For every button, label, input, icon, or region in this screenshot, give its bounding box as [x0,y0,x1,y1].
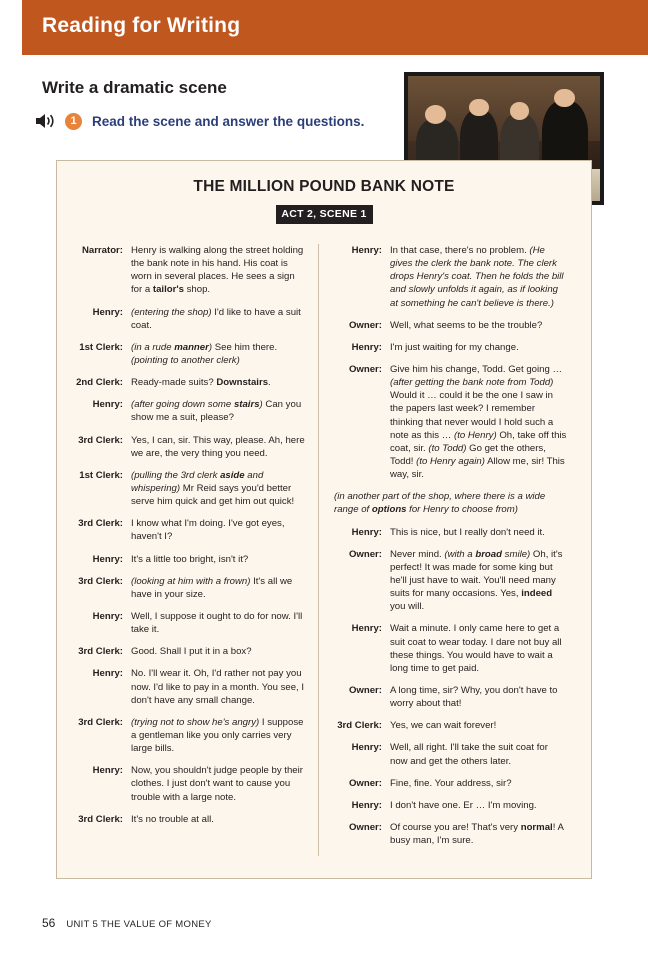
script-text: (trying not to show he's angry) I suppose a gentleman like you only carries very large bills. [131,716,304,755]
script-text: It's no trouble at all. [131,813,214,825]
script-speaker: 3rd Clerk: [78,646,123,658]
script-line [69,398,308,424]
script-line [334,319,567,332]
script-text: A long time, sir? Why, you don't have to worry about that! [390,684,558,710]
photo-head-3 [510,102,529,120]
script-line [69,553,308,566]
script-speaker: 2nd Clerk: [76,377,123,389]
speaker-icon [34,112,56,130]
scene-textbox [56,160,592,879]
script-speaker: Henry: [92,668,123,680]
script-speaker: Owner: [348,548,382,560]
stage-direction: (in another part of the shop, where there is a wide range of options for Henry to choose from) [334,491,546,516]
script-text: Yes, we can wait forever! [390,720,497,732]
script-text: No. I'll wear it. Oh, I'd rather not pay you now. I'd like to pay in a month. You see, I don't have any small change. [131,668,305,706]
script-text: In that case, there's no problem. (He gives the clerk the bank note. The clerk drops Henry's coat. Then he folds the bill and slowly unfolds it again, as if looking at something he can't believe is there.) [390,245,564,309]
script-speaker: Owner: [348,363,382,375]
script-speaker: Henry: [92,553,123,565]
script-line [334,684,567,710]
activity-row [34,112,364,130]
script-line [334,719,567,732]
script-speaker: Owner: [348,777,382,789]
script-speaker: Henry: [351,623,382,635]
script-columns [69,244,581,856]
script-text: Ready-made suits? Downstairs. [131,377,271,389]
script-text: Give him his change, Todd. Get going … (after getting the bank note from Todd) Would it … could it be the one I saw in the papers last week? I remember thinking that never would I hold such a note as this … (to Henry) Oh, take off this coat, sir. (to Todd) Go get the others, Todd! (to Henry again) Allow me, sir! This way, sir. [390,363,567,481]
script-speaker: 3rd Clerk: [78,575,123,587]
script-speaker: Henry: [92,765,123,777]
script-text: This is nice, but I really don't need it. [390,526,545,538]
script-speaker: 3rd Clerk: [78,716,123,728]
photo-head-4 [554,89,575,108]
footer-unit-label: UNIT 5 THE VALUE OF MONEY [66,919,212,930]
photo-head-2 [469,99,488,117]
script-line [334,244,567,310]
script-text: (after going down some stairs) Can you show me a suit, please? [131,399,302,424]
script-line [69,610,308,636]
script-text: Of course you are! That's very normal! A busy man, I'm sure. [390,821,564,847]
script-line [334,341,567,354]
activity-instruction: Read the scene and answer the questions. [92,113,365,129]
script-line [69,667,308,706]
script-line [69,645,308,658]
script-text: Well, all right. I'll take the suit coat for now and get the others later. [390,742,548,767]
script-line [69,469,308,508]
script-line [69,434,308,460]
script-line [69,376,308,389]
script-line [69,341,308,367]
script-text: Henry is walking along the street holding the bank note in his hand. His coat is worn in several places. He sees a sign for a tailor's shop. [131,245,304,296]
script-speaker: 3rd Clerk: [337,720,382,732]
script-speaker: Henry: [351,799,382,811]
script-line [69,813,308,826]
script-line [334,548,567,614]
script-text: (in a rude manner) See him there. (pointing to another clerk) [131,341,278,366]
script-speaker: Henry: [92,610,123,622]
script-line [334,777,567,790]
script-speaker: Owner: [348,821,382,833]
script-text: I know what I'm doing. I've got eyes, haven't I? [131,518,285,543]
script-text: Fine, fine. Your address, sir? [390,777,512,789]
script-line [334,622,567,675]
script-speaker: Henry: [351,245,382,256]
script-text: (pulling the 3rd clerk aside and whispering) Mr Reid says you'd better serve him quick and get him out quick! [131,469,295,508]
script-speaker: 1st Clerk: [79,341,123,353]
section-heading: Write a dramatic scene [42,78,227,97]
page-left-margin [0,0,22,963]
script-speaker: Henry: [92,399,123,411]
script-text: Never mind. (with a broad smile) Oh, it's perfect! It was made for some king but he'll just have to wait. You'll need many suits for many occasions. Yes, indeed you will. [390,548,563,613]
script-speaker: Narrator: [81,245,123,256]
script-speaker: 3rd Clerk: [78,518,123,530]
script-text: Now, you shouldn't judge people by their clothes. I just don't want to cause you trouble with a large note. [131,765,303,803]
script-line [69,517,308,543]
script-text: I'm just waiting for my change. [390,341,519,353]
script-text: Well, what seems to be the trouble? [390,319,543,331]
page-title: Reading for Writing [42,14,241,37]
script-text: (looking at him with a frown) It's all we have in your size. [131,575,293,600]
script-speaker: Henry: [351,526,382,538]
script-column-left [69,244,318,856]
script-text: It's a little too bright, isn't it? [131,553,249,565]
script-line [69,575,308,601]
script-line [334,799,567,812]
script-speaker: Henry: [351,742,382,754]
script-line [334,741,567,767]
activity-number-badge: 1 [65,113,82,130]
page-number: 56 [42,916,56,930]
script-speaker: 3rd Clerk: [78,813,123,825]
play-title: THE MILLION POUND BANK NOTE [193,178,455,195]
script-text: (entering the shop) I'd like to have a suit coat. [131,306,301,331]
script-line [334,821,567,847]
script-speaker: Henry: [351,341,382,353]
script-speaker: 3rd Clerk: [78,434,123,446]
script-speaker: Owner: [348,319,382,331]
script-line [69,244,308,297]
script-text: I don't have one. Er … I'm moving. [390,799,537,811]
script-text: Yes, I can, sir. This way, please. Ah, here we are, the very thing you need. [131,434,305,459]
photo-head-1 [425,105,446,124]
script-speaker: Owner: [348,684,382,696]
script-line [334,363,567,481]
script-line [334,526,567,539]
script-line [69,764,308,803]
script-text: Good. Shall I put it in a box? [131,646,252,658]
script-line [69,716,308,755]
script-column-right [318,244,567,856]
script-text: Wait a minute. I only came here to get a suit coat to wear today. I dare not buy all these things. You would have to wait a long time to get paid. [390,623,562,674]
script-speaker: 1st Clerk: [79,469,123,481]
script-speaker: Henry: [92,306,123,318]
page-footer [42,916,212,930]
script-line [69,306,308,332]
act-scene-badge: ACT 2, SCENE 1 [276,205,373,224]
script-text: Well, I suppose it ought to do for now. I'll take it. [131,610,303,636]
